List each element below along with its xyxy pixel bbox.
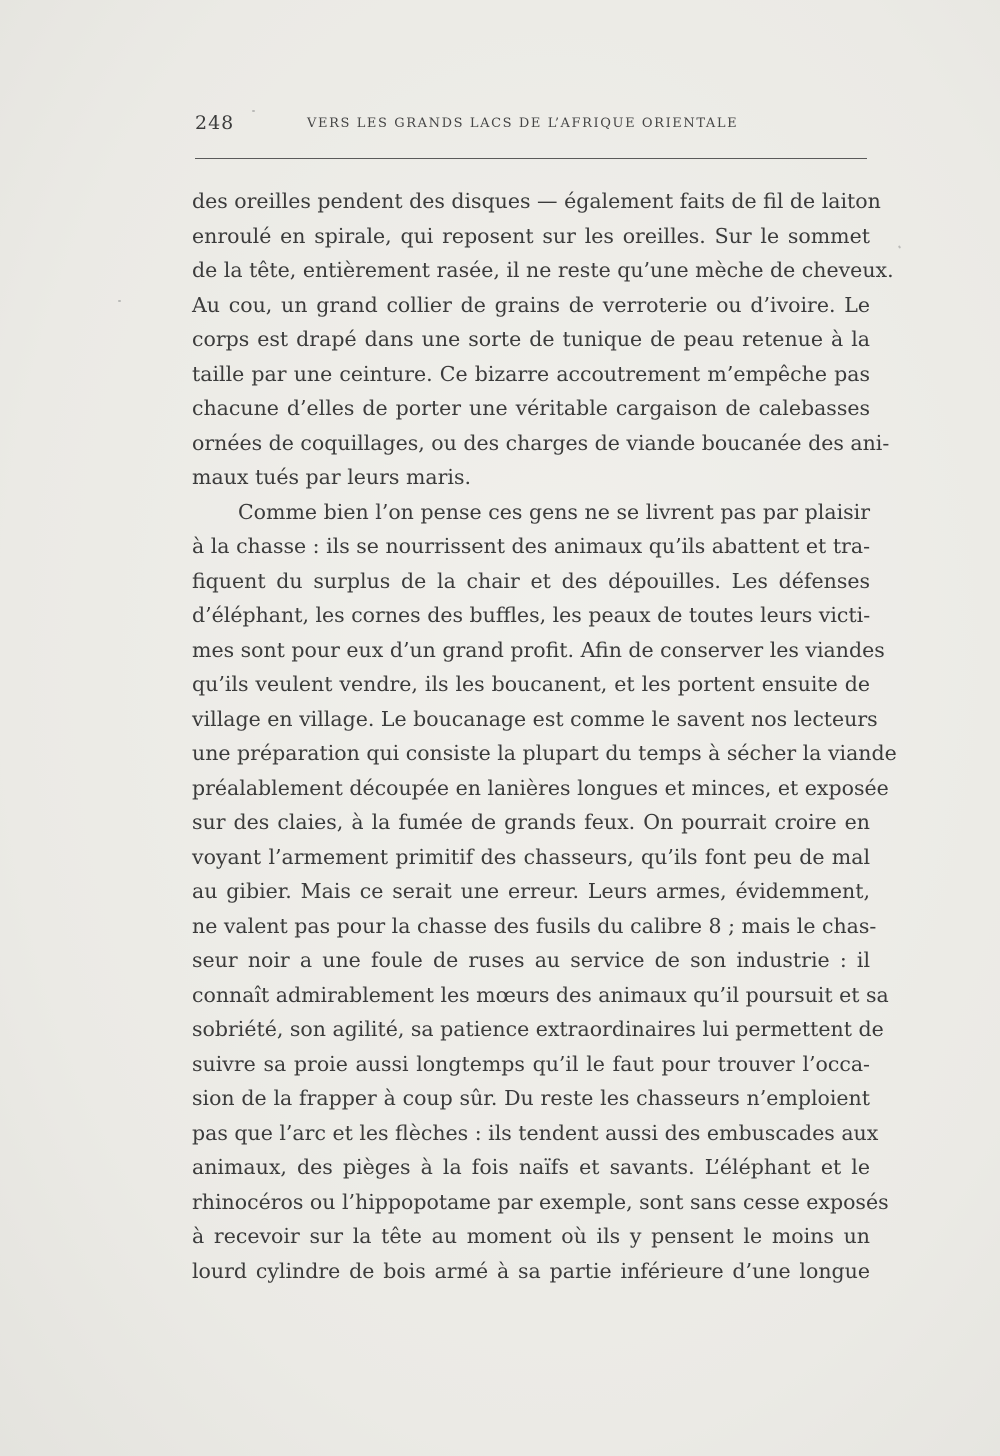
text-line: maux tués par leurs maris. xyxy=(192,465,471,489)
text-line: Au cou, un grand collier de grains de verroterie ou d’ivoire. Le xyxy=(192,292,870,317)
paper-speck xyxy=(118,300,121,302)
text-line: corps est drapé dans une sorte de tunique de peau retenue à la xyxy=(192,327,870,351)
text-line: taille par une ceinture. Ce bizarre accoutrement m’empêche pas xyxy=(192,361,870,386)
paper-speck xyxy=(252,110,255,112)
text-line: ornées de coquillages, ou des charges de viande boucanée des ani- xyxy=(192,430,890,455)
text-line: Comme bien l’on pense ces gens ne se livrent pas par plaisir xyxy=(238,499,870,524)
text-line: suivre sa proie aussi longtemps qu’il le faut pour trouver l’occa- xyxy=(192,1051,870,1076)
text-line: qu’ils veulent vendre, ils les boucanent, et les portent ensuite de xyxy=(192,672,870,696)
page-header xyxy=(195,112,867,146)
text-line: des oreilles pendent des disques — également faits de fil de laiton xyxy=(192,189,881,213)
text-line: enroulé en spirale, qui reposent sur les oreilles. Sur le sommet xyxy=(192,223,870,248)
text-line: de la tête, entièrement rasée, il ne reste qu’une mèche de cheveux. xyxy=(192,258,894,282)
running-title: VERS LES GRANDS LACS DE L’AFRIQUE ORIENTALE xyxy=(307,116,739,131)
text-line: préalablement découpée en lanières longues et minces, et exposée xyxy=(192,775,889,800)
text-line: ne valent pas pour la chasse des fusils du calibre 8 ; mais le chas- xyxy=(192,913,877,938)
text-line: au gibier. Mais ce serait une erreur. Leurs armes, évidemment, xyxy=(192,879,870,903)
text-line: pas que l’arc et les flèches : ils tendent aussi des embuscades aux xyxy=(192,1120,879,1145)
text-line: sion de la frapper à coup sûr. Du reste les chasseurs n’emploient xyxy=(192,1086,870,1110)
page-number: 248 xyxy=(195,112,235,134)
text-line: connaît admirablement les mœurs des animaux qu’il poursuit et sa xyxy=(192,982,889,1007)
text-line: d’éléphant, les cornes des buffles, les peaux de toutes leurs victi- xyxy=(192,603,871,627)
text-line: seur noir a une foule de ruses au service de son industrie : il xyxy=(192,948,870,972)
text-line: voyant l’armement primitif des chasseurs, qu’ils font peu de mal xyxy=(192,844,870,869)
text-line: à recevoir sur la tête au moment où ils y pensent le moins un xyxy=(192,1224,870,1248)
text-line: mes sont pour eux d’un grand profit. Afin de conserver les viandes xyxy=(192,637,885,662)
paper-speck xyxy=(898,245,901,249)
text-line: fiquent du surplus de la chair et des dépouilles. Les défenses xyxy=(192,568,870,593)
text-line: lourd cylindre de bois armé à sa partie inférieure d’une longue xyxy=(192,1258,870,1283)
text-line: à la chasse : ils se nourrissent des animaux qu’ils abattent et tra- xyxy=(192,534,870,558)
text-line: sobriété, son agilité, sa patience extraordinaires lui permettent de xyxy=(192,1017,884,1041)
body-text xyxy=(192,184,897,1288)
text-line: rhinocéros ou l’hippopotame par exemple, sont sans cesse exposés xyxy=(192,1189,889,1214)
text-line: chacune d’elles de porter une véritable cargaison de calebasses xyxy=(192,396,870,420)
text-line: une préparation qui consiste la plupart du temps à sécher la viande xyxy=(192,741,897,765)
text-line: sur des claies, à la fumée de grands feux. On pourrait croire en xyxy=(192,810,870,834)
header-rule xyxy=(195,158,867,159)
text-line: animaux, des pièges à la fois naïfs et savants. L’éléphant et le xyxy=(192,1155,870,1179)
text-line: village en village. Le boucanage est comme le savent nos lecteurs xyxy=(192,706,878,731)
